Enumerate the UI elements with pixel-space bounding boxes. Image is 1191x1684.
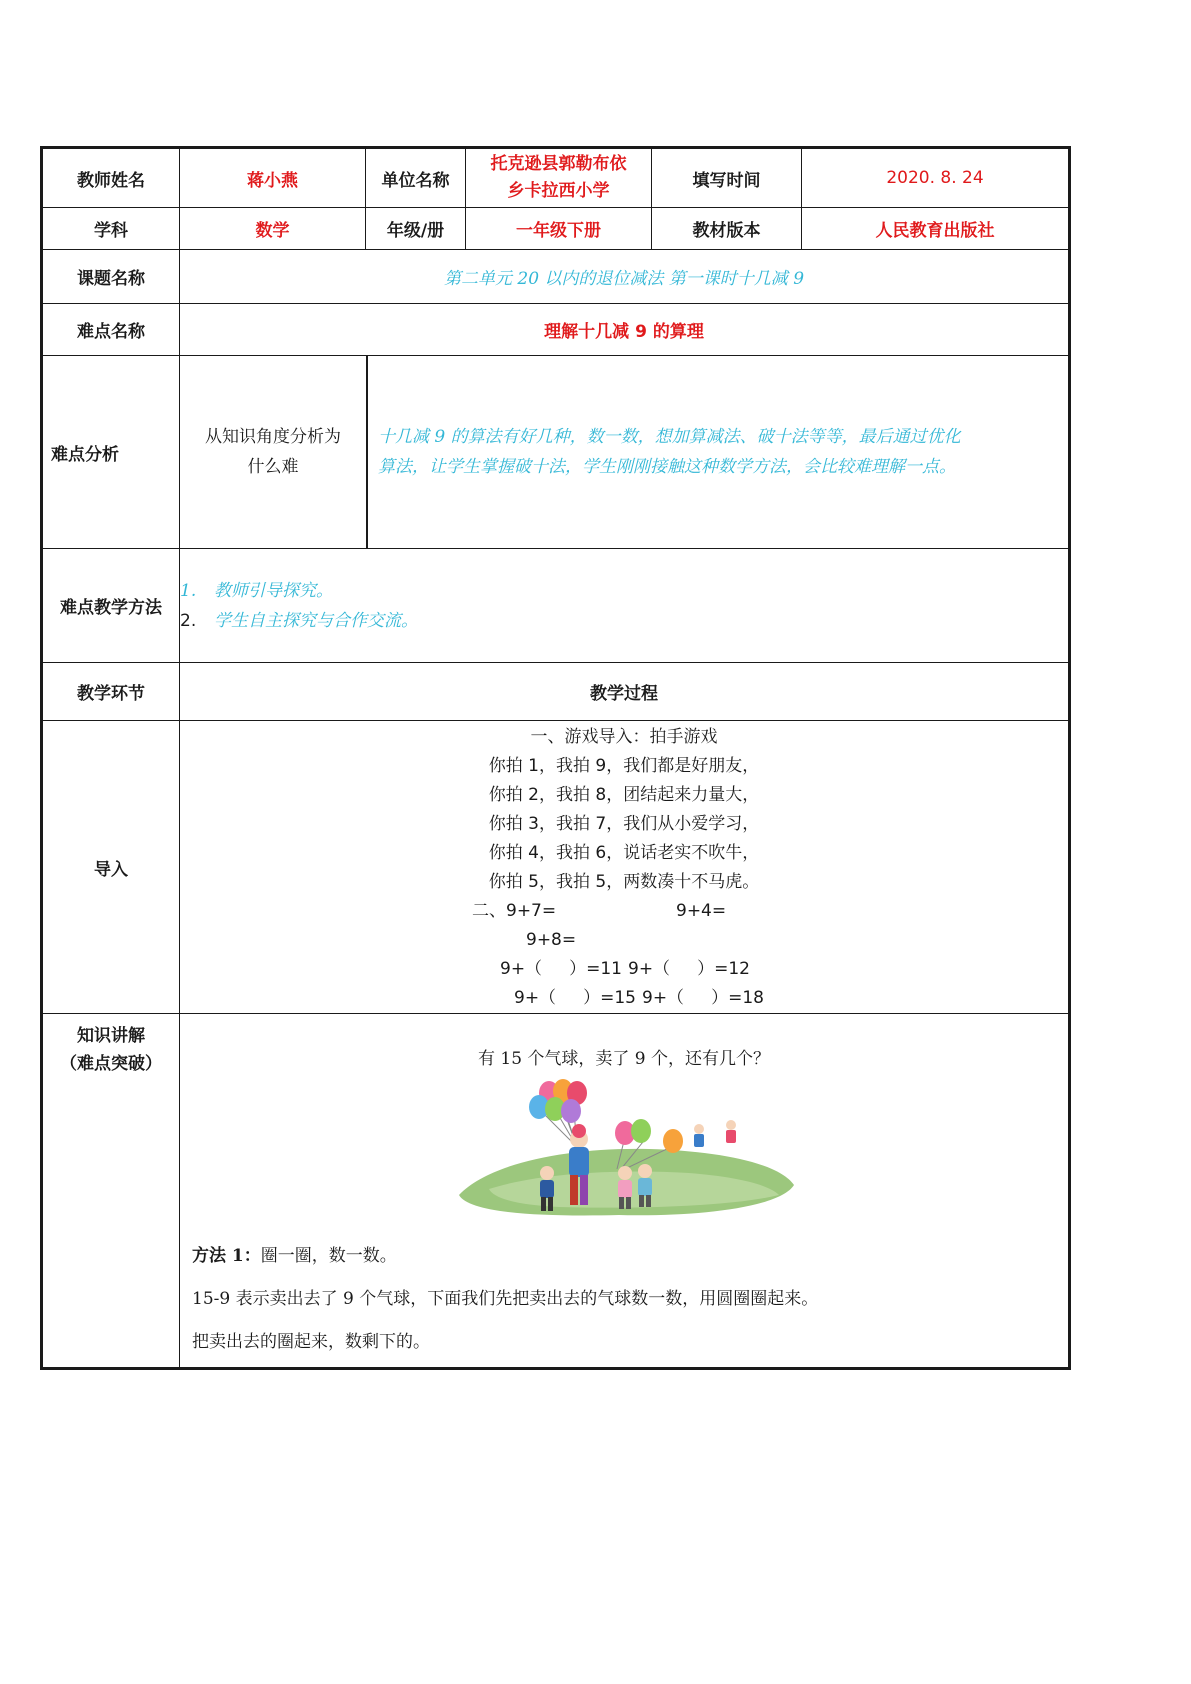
topic-label: 课题名称 [42, 250, 180, 304]
edition-label: 教材版本 [652, 208, 802, 250]
process-label: 教学环节 [42, 663, 180, 721]
analysis-sub-label-line2: 什么难 [247, 457, 299, 477]
equation: 9+（ ）=18 [642, 988, 764, 1008]
subject-value: 数学 [180, 208, 366, 250]
method-text: 教师引导探究。 [214, 580, 333, 601]
equation: 9+8= [526, 930, 577, 950]
process-header-row [42, 663, 1070, 721]
knowledge-label-line1: 知识讲解 [77, 1026, 145, 1046]
intro-line: 你拍 1，我拍 9，我们都是好朋友， [488, 756, 760, 776]
date-label: 填写时间 [652, 148, 802, 208]
intro-block [180, 721, 1068, 1013]
lesson-plan-table [40, 146, 1071, 1370]
unit-name-line1: 托克逊县郭勒布依 [490, 154, 627, 174]
method1-line [180, 1235, 1068, 1278]
methods-list [180, 549, 1070, 663]
method1-text: 圈一圈，数一数。 [260, 1246, 397, 1266]
analysis-text [368, 356, 1068, 548]
equation-line [180, 955, 1068, 984]
method-item [180, 576, 1068, 606]
grade-label: 年级/册 [366, 208, 466, 250]
equation-line [180, 897, 1068, 926]
knowledge-label-line2: （难点突破） [60, 1054, 162, 1074]
balloon-illustration [449, 1077, 799, 1227]
analysis-sub-label-line1: 从知识角度分析为 [205, 427, 341, 447]
header-row-2 [42, 208, 1070, 250]
process-value: 教学过程 [180, 663, 1070, 721]
intro-row [42, 721, 1070, 1014]
analysis-label: 难点分析 [42, 356, 180, 549]
method-number: 2. [180, 610, 197, 631]
analysis-content [180, 356, 1070, 549]
analysis-text-line1: 十几减 9 的算法有好几种，数一数，想加算减法、破十法等等，最后通过优化 [378, 427, 961, 447]
unit-name-line2: 乡卡拉西小学 [507, 181, 610, 201]
method-item [180, 606, 1068, 636]
topic-value: 第二单元 20 以内的退位减法 第一课时十几减 9 [180, 250, 1070, 304]
equation: 9+4= [676, 901, 727, 921]
grade-value: 一年级下册 [466, 208, 652, 250]
analysis-text-line2: 算法，让学生掌握破十法，学生刚刚接触这种数学方法，会比较难理解一点。 [378, 457, 956, 477]
methods-row [42, 549, 1070, 663]
method-text: 学生自主探究与合作交流。 [214, 610, 418, 631]
date-value: 2020. 8. 24 [802, 148, 1070, 208]
knowledge-content [180, 1014, 1070, 1369]
difficulty-label: 难点名称 [42, 304, 180, 356]
analysis-sub-label [180, 356, 368, 548]
teacher-label: 教师姓名 [42, 148, 180, 208]
intro-content [180, 721, 1070, 1014]
equation: 9+（ ）=11 [500, 959, 622, 979]
unit-name [466, 148, 652, 208]
intro-label: 导入 [42, 721, 180, 1014]
subject-label: 学科 [42, 208, 180, 250]
balloon-question: 有 15 个气球，卖了 9 个，还有几个？ [477, 1049, 771, 1069]
methods-label: 难点教学方法 [42, 549, 180, 663]
knowledge-label [42, 1014, 180, 1369]
knowledge-line-2: 15-9 表示卖出去了 9 个气球，下面我们先把卖出去的气球数一数，用圆圈圈起来。 [192, 1289, 819, 1309]
analysis-inner [180, 356, 1068, 548]
header-row-1 [42, 148, 1070, 208]
equation-line [180, 926, 1068, 955]
teacher-name: 蒋小燕 [180, 148, 366, 208]
edition-value: 人民教育出版社 [802, 208, 1070, 250]
intro-line: 你拍 4，我拍 6，说话老实不吹牛， [488, 843, 760, 863]
intro-title: 一、游戏导入：拍手游戏 [530, 727, 718, 747]
equation-line [180, 984, 1068, 1013]
equation: 9+（ ）=15 [514, 988, 636, 1008]
knowledge-row [42, 1014, 1070, 1369]
difficulty-row [42, 304, 1070, 356]
intro-line: 你拍 2，我拍 8，团结起来力量大， [488, 785, 760, 805]
unit-label: 单位名称 [366, 148, 466, 208]
intro-line: 你拍 3，我拍 7，我们从小爱学习， [488, 814, 760, 834]
equation: 二、9+7= [472, 901, 557, 921]
method1-label: 方法 1： [192, 1246, 261, 1266]
difficulty-value: 理解十几减 9 的算理 [180, 304, 1070, 356]
topic-row [42, 250, 1070, 304]
intro-line: 你拍 5，我拍 5，两数凑十不马虎。 [488, 872, 760, 892]
analysis-row [42, 356, 1070, 549]
balloon-cluster [529, 1079, 683, 1153]
method-number: 1. [180, 580, 197, 601]
equation: 9+（ ）=12 [628, 959, 750, 979]
knowledge-line-3: 把卖出去的圈起来，数剩下的。 [192, 1332, 430, 1352]
